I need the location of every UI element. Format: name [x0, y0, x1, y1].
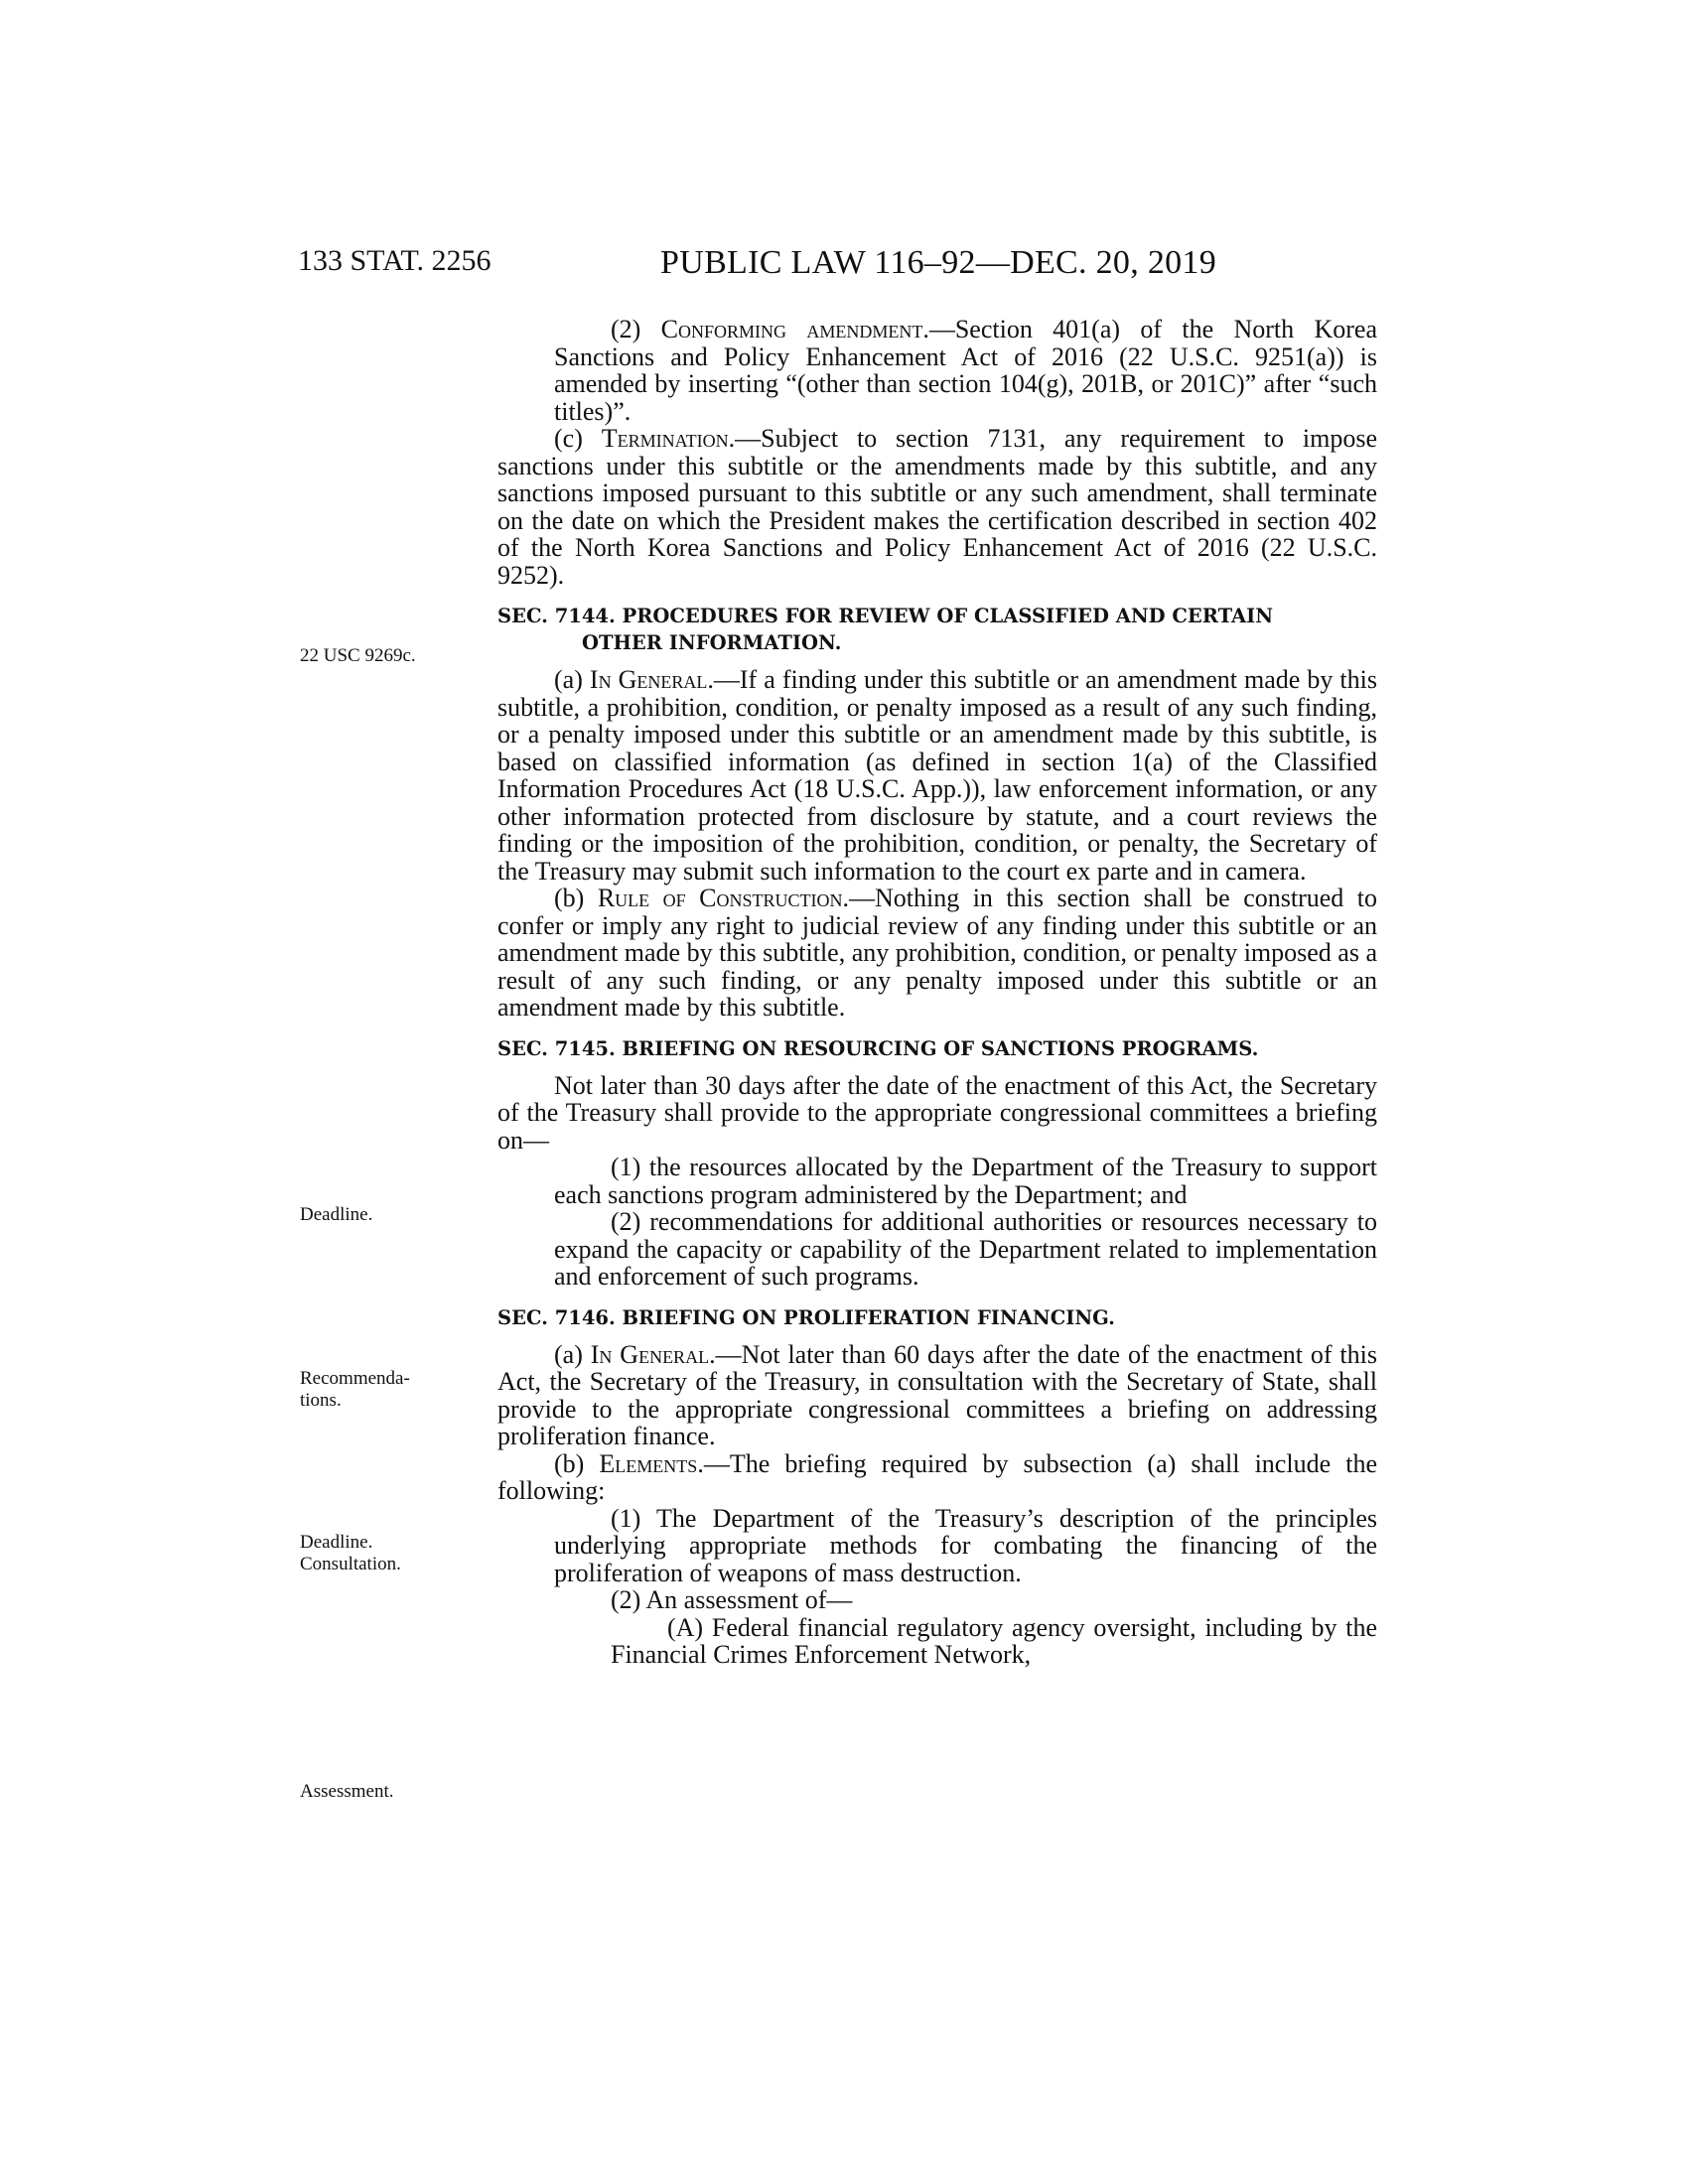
margin-note-usc: 22 USC 9269c. — [300, 645, 416, 666]
paragraph-text: .—Nothing in this section shall be construed to confer or imply any right to judicial review of any finding under this subtitle or an amendment made by this subtitle, any prohibition, condition, or penalty imposed as a result of any such finding, or any penalty imposed under this subtitle or an amendment made by this subtitle. — [497, 884, 1378, 1022]
margin-note-assessment: Assessment. — [300, 1781, 394, 1802]
section-7144-heading — [497, 603, 1377, 656]
paragraph-text: .—Subject to section 7131, any requirement to impose sanctions under this subtitle or the amendments made by this subtitle, and any sanctions imposed pursuant to this subtitle or any such amendment, shall terminate on the date on which the President makes the certification described in section 402 of the North Korea Sanctions and Policy Enhancement Act of 2016 (22 U.S.C. 9252). — [497, 424, 1377, 590]
termination-paragraph — [497, 425, 1377, 589]
margin-note-recommendations-line1: Recommenda- — [300, 1368, 410, 1389]
paragraph-number: (2) — [611, 315, 661, 343]
paragraph-heading: Termination — [601, 424, 729, 453]
section-7146-heading: SEC. 7146. BRIEFING ON PROLIFERATION FINANCING. — [497, 1305, 1115, 1329]
paragraph-text: .—If a finding under this subtitle or an amendment made by this subtitle, a prohibition, condition, or penalty imposed as a result of any such finding, or a penalty imposed under this subtitle or an amendment made by this subtitle, is based on classified information (as defined in section 1(a) of the Classified Information Procedures Act (18 U.S.C. App.)), law enforcement information, or any other information protected from disclosure by statute, and a court reviews the finding or the imposition of the prohibition, condition, or penalty, the Secretary of the Treasury may submit such information to the court ex parte and in camera. — [497, 665, 1377, 886]
paragraph-number: (a) — [554, 1339, 591, 1369]
paragraph-number: (a) — [554, 665, 590, 694]
margin-note-deadline-2: Deadline. — [300, 1532, 373, 1553]
elements-paragraph — [497, 1450, 1377, 1505]
margin-note-deadline: Deadline. — [300, 1204, 373, 1225]
margin-note-consultation: Consultation. — [300, 1554, 401, 1574]
proliferation-in-general-paragraph — [497, 1341, 1377, 1450]
recommendations-paragraph: (2) recommendations for additional authorities or resources necessary to expand the capacity or capability of the Department related to implementation and enforcement of such programs. — [554, 1207, 1377, 1291]
paragraph-text: .—Not later than 60 days after the date of the enactment of this Act, the Secretary of the Treasury, in consultation with the Secretary of State, shall provide to the appropriate congressional committees a briefing on addressing proliferation finance. — [497, 1339, 1377, 1450]
section-heading-line1: SEC. 7144. PROCEDURES FOR REVIEW OF CLASSIFIED AND CERTAIN — [497, 605, 1274, 627]
paragraph-heading: Elements — [599, 1448, 698, 1478]
section-heading-line2: OTHER INFORMATION. — [582, 631, 842, 654]
paragraph-heading: In General — [589, 665, 708, 694]
resources-paragraph: (1) the resources allocated by the Department of the Treasury to support each sanctions program administered by the Department; and — [554, 1153, 1377, 1209]
paragraph-heading: In General — [590, 1339, 710, 1369]
page-header — [0, 244, 1688, 284]
statute-page-number: 133 STAT. 2256 — [298, 244, 492, 277]
paragraph-text: .—Section 401(a) of the North Korea Sanctions and Policy Enhancement Act of 2016 (22 U.S.C. 9251(a)) is amended by inserting “(other than section 104(g), 201B, or 201C)” after “such titles)”. — [554, 315, 1377, 426]
paragraph-heading: Conforming amendment — [660, 315, 923, 343]
margin-note-recommendations — [300, 1368, 439, 1412]
rule-of-construction-paragraph — [497, 885, 1377, 1022]
margin-note-recommendations-line2: tions. — [300, 1390, 342, 1411]
paragraph-number: (c) — [554, 424, 602, 453]
conforming-amendment-paragraph — [497, 316, 1377, 425]
paragraph-number: (b) — [554, 884, 598, 912]
margin-note-deadline-consultation — [300, 1532, 439, 1575]
paragraph-number: (b) — [554, 1448, 600, 1478]
federal-oversight-paragraph: (A) Federal financial regulatory agency oversight, including by the Financial Crimes Enforcement Network, — [611, 1612, 1377, 1669]
principles-paragraph: (1) The Department of the Treasury’s description of the principles underlying appropriate methods for combating the financing of the proliferation of weapons of mass destruction. — [554, 1503, 1377, 1587]
in-general-paragraph — [497, 666, 1377, 885]
running-title: PUBLIC LAW 116–92—DEC. 20, 2019 — [660, 244, 1217, 281]
statute-body — [497, 316, 1377, 1669]
section-7145-heading: SEC. 7145. BRIEFING ON RESOURCING OF SANCTIONS PROGRAMS. — [497, 1036, 1259, 1060]
assessment-paragraph: (2) An assessment of— — [611, 1585, 853, 1614]
briefing-intro-paragraph: Not later than 30 days after the date of the enactment of this Act, the Secretary of the Treasury shall provide to the appropriate congressional committees a briefing on— — [497, 1070, 1377, 1155]
paragraph-heading: Rule of Construction — [597, 884, 843, 912]
paragraph-text: .—The briefing required by subsection (a) shall include the following: — [497, 1448, 1377, 1505]
